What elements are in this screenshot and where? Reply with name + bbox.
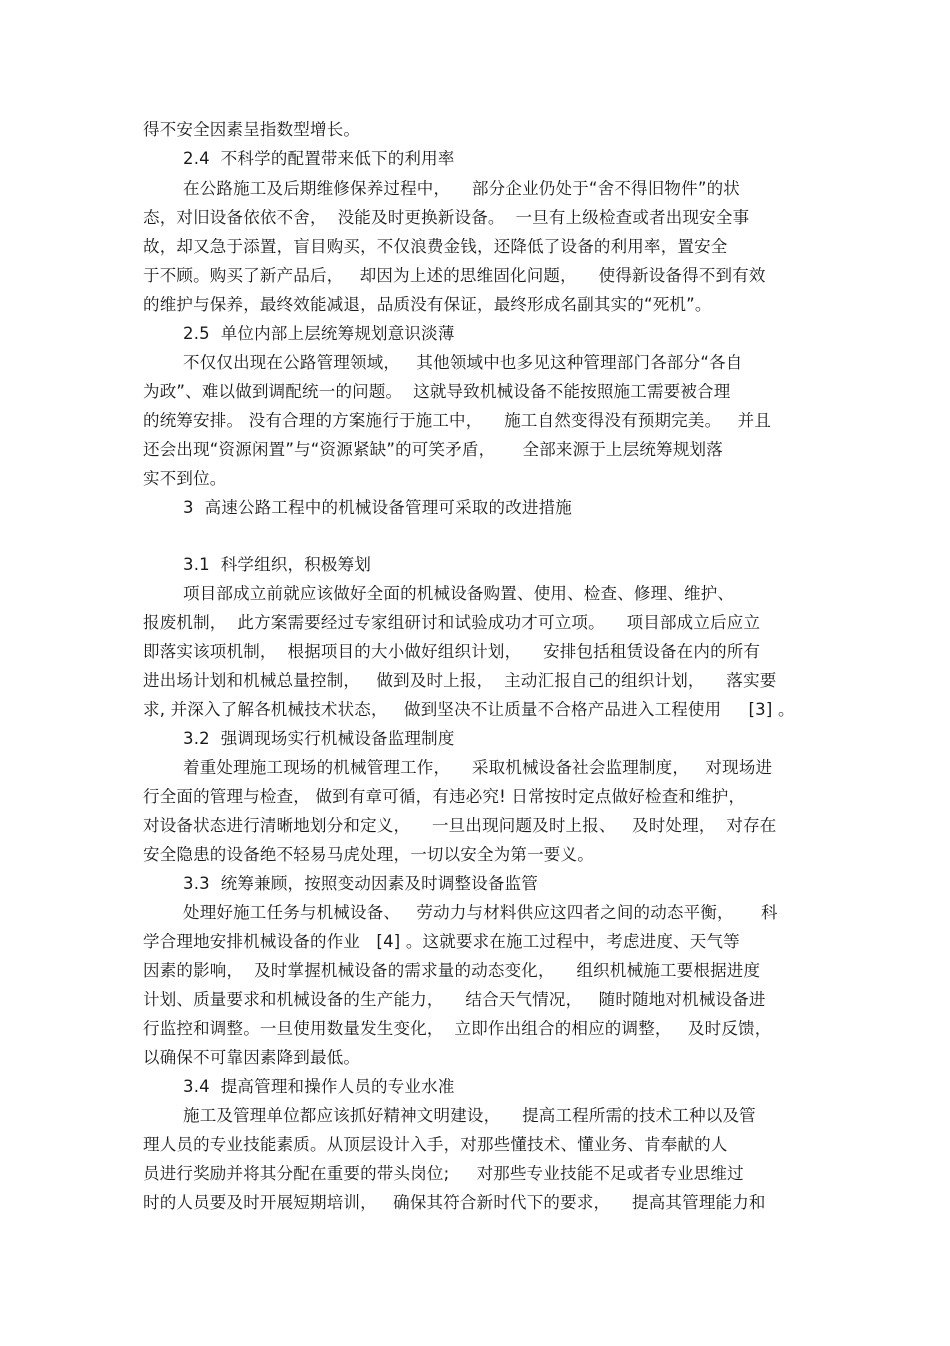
text-line: 对设备状态进行清晰地划分和定义， 一旦出现问题及时上报、 及时处理， 对存在: [143, 816, 777, 835]
text-line: 即落实该项机制， 根据项目的大小做好组织计划， 安排包括租赁设备在内的所有: [143, 642, 761, 661]
text-line: 施工及管理单位都应该抓好精神文明建设， 提高工程所需的技术工种以及管: [183, 1106, 756, 1125]
section-heading: 3.3 统筹兼顾，按照变动因素及时调整设备监管: [183, 874, 539, 893]
text-line: 故，却又急于添置，盲目购买，不仅浪费金钱，还降低了设备的利用率，置安全: [143, 237, 728, 256]
text-line: 得不安全因素呈指数型增长。: [143, 120, 361, 139]
text-line: 报废机制， 此方案需要经过专家组研讨和试验成功才可立项。 项目部成立后应立: [143, 613, 761, 632]
text-line: 项目部成立前就应该做好全面的机械设备购置、使用、检查、修理、维护、: [183, 584, 735, 603]
text-line: 安全隐患的设备绝不轻易马虎处理，一切以安全为第一要义。: [143, 845, 594, 864]
text-line: 在公路施工及后期维修保养过程中， 部分企业仍处于“舍不得旧物件”的状: [183, 179, 740, 198]
section-heading: 2.5 单位内部上层统筹规划意识淡薄: [183, 324, 455, 343]
text-line: 员进行奖励并将其分配在重要的带头岗位; 对那些专业技能不足或者专业思维过: [143, 1164, 744, 1183]
text-line: 学合理地安排机械设备的作业 [4] 。这就要求在施工过程中，考虑进度、天气等: [143, 932, 740, 951]
section-heading: 3 高速公路工程中的机械设备管理可采取的改进措施: [183, 498, 572, 517]
text-line: 因素的影响， 及时掌握机械设备的需求量的动态变化， 组织机械施工要根据进度: [143, 961, 761, 980]
section-heading: 2.4 不科学的配置带来低下的利用率: [183, 149, 455, 168]
text-line: 于不顾。购买了新产品后， 却因为上述的思维固化问题， 使得新设备得不到有效: [143, 266, 766, 285]
text-line: 求, 并深入了解各机械技术状态， 做到坚决不让质量不合格产品进入工程使用 [3] 。: [143, 700, 795, 719]
text-line: 态，对旧设备依依不舍， 没能及时更换新设备。 一旦有上级检查或者出现安全事: [143, 208, 750, 227]
section-heading: 3.1 科学组织，积极筹划: [183, 555, 372, 574]
text-line: 的统筹安排。 没有合理的方案施行于施工中， 施工自然变得没有预期完美。 并且: [143, 411, 772, 430]
text-line: 行监控和调整。一旦使用数量发生变化， 立即作出组合的相应的调整， 及时反馈，: [143, 1019, 772, 1038]
text-line: 着重处理施工现场的机械管理工作， 采取机械设备社会监理制度， 对现场进: [183, 758, 773, 777]
text-line: 为政”、难以做到调配统一的问题。 这就导致机械设备不能按照施工需要被合理: [143, 382, 731, 401]
text-line: 计划、质量要求和机械设备的生产能力， 结合天气情况， 随时随地对机械设备进: [143, 990, 766, 1009]
text-line: 进出场计划和机械总量控制， 做到及时上报， 主动汇报自己的组织计划， 落实要: [143, 671, 777, 690]
section-heading: 3.2 强调现场实行机械设备监理制度: [183, 729, 455, 748]
text-line: 还会出现“资源闲置”与“资源紧缺”的可笑矛盾， 全部来源于上层统筹规划落: [143, 440, 723, 459]
text-line: 的维护与保养，最终效能减退，品质没有保证，最终形成名副其实的“死机”。: [143, 295, 712, 314]
text-line: 处理好施工任务与机械设备、 劳动力与材料供应这四者之间的动态平衡， 科: [183, 903, 778, 922]
text-line: 时的人员要及时开展短期培训， 确保其符合新时代下的要求， 提高其管理能力和: [143, 1193, 766, 1212]
text-line: 不仅仅出现在公路管理领域， 其他领域中也多见这种管理部门各部分“各自: [183, 353, 743, 372]
text-line: 实不到位。: [143, 469, 227, 488]
text-line: 理人员的专业技能素质。从顶层设计入手，对那些懂技术、懂业务、肯奉献的人: [143, 1135, 728, 1154]
section-heading: 3.4 提高管理和操作人员的专业水准: [183, 1077, 455, 1096]
text-line: 行全面的管理与检查， 做到有章可循，有违必究! 日常按时定点做好检查和维护，: [143, 787, 746, 806]
text-line: 以确保不可靠因素降到最低。: [143, 1048, 361, 1067]
